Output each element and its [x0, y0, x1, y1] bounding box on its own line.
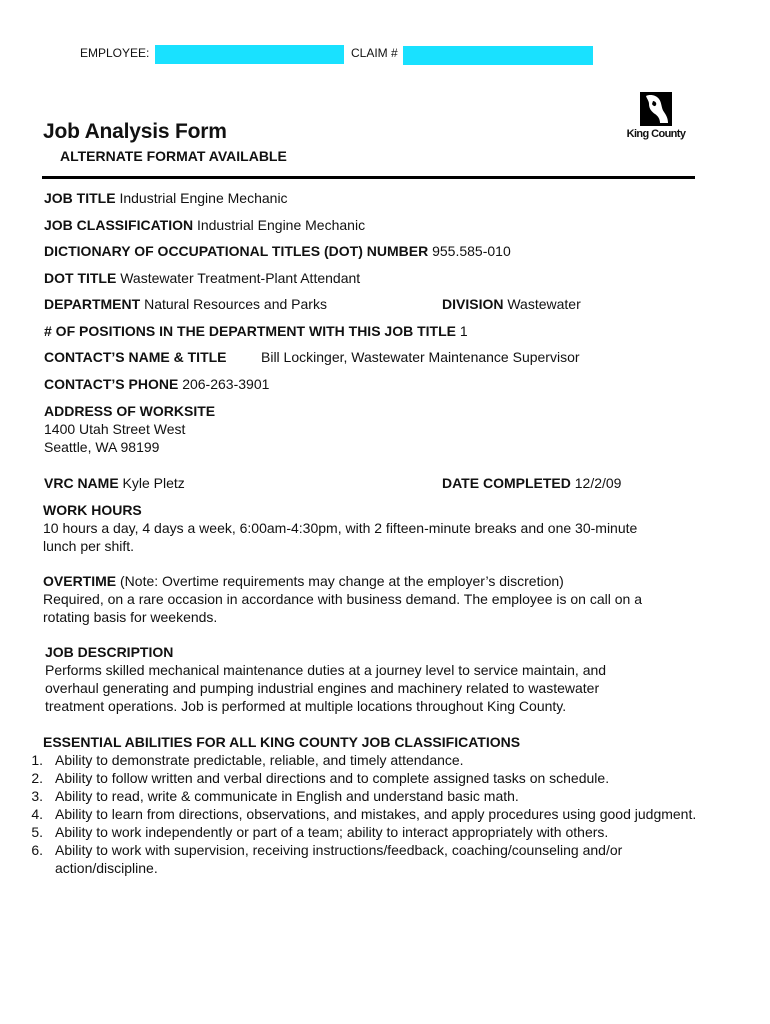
job-title-label: JOB TITLE [44, 190, 116, 206]
job-classification-row [44, 216, 365, 234]
job-description-line-3: treatment operations. Job is performed at multiple locations throughout King County. [45, 698, 567, 714]
job-description-line-1: Performs skilled mechanical maintenance duties at a journey level to service maintain, and [45, 662, 607, 678]
dot-number-label: DICTIONARY OF OCCUPATIONAL TITLES (DOT) NUMBER [44, 243, 429, 259]
list-number: 5. [31, 824, 43, 840]
overtime-line-1: Required, on a rare occasion in accordance with business demand. The employee is on call on a [43, 591, 642, 607]
positions-row [44, 322, 468, 340]
list-number: 6. [31, 842, 43, 858]
title-divider [42, 176, 695, 179]
essential-abilities-list [23, 751, 703, 877]
job-classification-label: JOB CLASSIFICATION [44, 217, 194, 233]
department-value: Natural Resources and Parks [140, 296, 327, 312]
phone-row [44, 375, 269, 393]
dot-number-value: 955.585-010 [428, 243, 511, 259]
job-description-line-2: overhaul generating and pumping industrial engines and machinery related to wastewater [45, 680, 600, 696]
division-value: Wastewater [503, 296, 581, 312]
list-text: Ability to learn from directions, observations, and mistakes, and apply procedures using good judgment. [55, 806, 697, 822]
list-number: 3. [31, 788, 43, 804]
king-county-emblem-icon [640, 92, 672, 126]
department-label: DEPARTMENT [44, 296, 141, 312]
job-description-heading: JOB DESCRIPTION [45, 644, 174, 660]
date-row [442, 474, 621, 492]
overtime-section [43, 572, 713, 626]
list-item [23, 823, 703, 841]
list-number: 4. [31, 806, 43, 822]
list-item [23, 751, 703, 769]
date-value: 12/2/09 [570, 475, 622, 491]
dot-title-row [44, 269, 360, 287]
contact-label: CONTACT’S NAME & TITLE [44, 349, 227, 365]
contact-row [44, 348, 227, 366]
dot-number-row [44, 242, 511, 260]
list-text: Ability to work independently or part of a team; ability to interact appropriately with others. [55, 824, 609, 840]
division-row [442, 295, 581, 313]
phone-value: 206-263-3901 [178, 376, 270, 392]
list-text: Ability to follow written and verbal directions and to complete assigned tasks on schedule. [55, 770, 610, 786]
list-number: 2. [31, 770, 43, 786]
job-title-row [44, 189, 288, 207]
list-item [23, 787, 703, 805]
list-item [23, 769, 703, 787]
page-title: Job Analysis Form [43, 120, 227, 143]
overtime-line-2: rotating basis for weekends. [43, 609, 218, 625]
dot-title-label: DOT TITLE [44, 270, 117, 286]
list-item [23, 805, 703, 823]
division-label: DIVISION [442, 296, 504, 312]
employee-label: EMPLOYEE: [80, 46, 150, 60]
overtime-heading: OVERTIME [43, 573, 117, 589]
positions-label: # OF POSITIONS IN THE DEPARTMENT WITH THIS JOB TITLE [44, 323, 456, 339]
page-subtitle: ALTERNATE FORMAT AVAILABLE [60, 148, 287, 164]
dot-title-value: Wastewater Treatment-Plant Attendant [116, 270, 361, 286]
king-county-logo [620, 92, 692, 142]
job-description-section [45, 643, 705, 715]
logo-text: King County [626, 128, 686, 140]
list-text: Ability to read, write & communicate in English and understand basic math. [55, 788, 519, 804]
overtime-note: (Note: Overtime requirements may change at the employer’s discretion) [116, 573, 564, 589]
phone-label: CONTACT’S PHONE [44, 376, 179, 392]
address-line-2: Seattle, WA 98199 [44, 439, 160, 455]
positions-value: 1 [455, 323, 468, 339]
address-label [44, 402, 215, 420]
job-classification-value: Industrial Engine Mechanic [193, 217, 366, 233]
work-hours-line-1: 10 hours a day, 4 days a week, 6:00am-4:30pm, with 2 fifteen-minute breaks and one 30-minute [43, 520, 638, 536]
vrc-value: Kyle Pletz [118, 475, 185, 491]
employee-field[interactable] [155, 45, 344, 64]
claim-field[interactable] [403, 46, 593, 65]
vrc-label: VRC NAME [44, 475, 119, 491]
job-title-value: Industrial Engine Mechanic [115, 190, 288, 206]
vrc-row [44, 474, 185, 492]
list-text: Ability to work with supervision, receiving instructions/feedback, coaching/counseling and/or action/discipline. [55, 842, 623, 876]
list-text: Ability to demonstrate predictable, reliable, and timely attendance. [55, 752, 464, 768]
essential-abilities-heading: ESSENTIAL ABILITIES FOR ALL KING COUNTY JOB CLASSIFICATIONS [43, 734, 521, 750]
contact-value: Bill Lockinger, Wastewater Maintenance Supervisor [261, 349, 580, 365]
list-item [23, 841, 703, 877]
work-hours-line-2: lunch per shift. [43, 538, 135, 554]
department-row [44, 295, 327, 313]
date-label: DATE COMPLETED [442, 475, 571, 491]
address-line-1: 1400 Utah Street West [44, 421, 186, 437]
address-heading: ADDRESS OF WORKSITE [44, 403, 216, 419]
claim-label: CLAIM # [351, 46, 398, 60]
work-hours-heading: WORK HOURS [43, 502, 142, 518]
work-hours-section [43, 501, 703, 555]
list-number: 1. [31, 752, 43, 768]
